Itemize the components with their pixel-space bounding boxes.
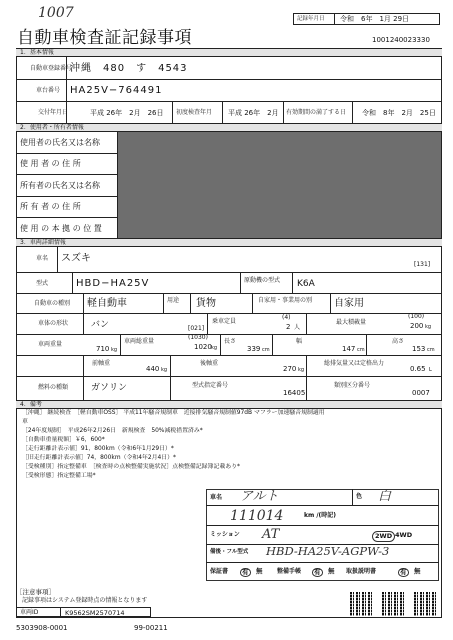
front-axle-value: 440 <box>146 365 160 373</box>
sticker-mission-value: AT <box>262 527 280 542</box>
notes-heading: ［注意事項］ <box>16 588 55 596</box>
max-load-paren: (100) <box>408 313 425 320</box>
expiry-value: 令和 8年 2月 25日 <box>362 109 436 117</box>
user-name-label: 使用者の氏名又は名称 <box>20 138 100 147</box>
sticker-maint-yes: 有 <box>314 568 321 576</box>
gross-weight-label: 車両総重量 <box>124 338 155 345</box>
width-value: 147 <box>342 345 356 353</box>
model-label: 型式 <box>36 280 49 287</box>
reg-number-label: 自動車登録番号 <box>30 65 73 72</box>
gross-weight-value: 1020 <box>194 343 212 351</box>
user-address-label: 使 用 者 の 住 所 <box>20 159 81 168</box>
remark-line: ［自動車重量税額］￥6，600* <box>22 437 105 443</box>
first-inspection-value: 平成 26年 2月 <box>228 109 279 117</box>
length-label: 長さ <box>224 338 237 345</box>
sticker-manual-no: 無 <box>414 567 421 575</box>
sticker-km-value: 111014 <box>230 508 284 524</box>
section-basic-info: 1．基本情報 <box>16 48 442 57</box>
qr-code <box>382 592 406 616</box>
issue-label: 交付年月日 <box>38 109 69 116</box>
sticker-name-label: 車名 <box>210 494 223 501</box>
capacity-label: 乗車定員 <box>212 318 237 325</box>
redacted-owner-area <box>118 132 441 238</box>
handwritten-number: 1007 <box>38 5 74 21</box>
max-load-unit: kg <box>425 324 432 330</box>
height-label: 高さ <box>392 338 405 345</box>
sticker-warranty-yes: 有 <box>242 568 249 576</box>
section-vehicle-detail: 3．車両詳細情報 <box>16 238 442 247</box>
vehicle-id-box <box>16 607 151 617</box>
max-load-label: 最大積載量 <box>336 319 367 326</box>
qr-code <box>350 592 374 616</box>
sticker-maint-no: 無 <box>328 567 335 575</box>
section-owner-info: 2．使用者・所有者情報 <box>16 123 442 132</box>
remark-line: ［沖縄］ 継続検査 ［軽自動車OSS］ 平成11年騒音規制車 近接排気騒音規制値97dB マフラー加速騒音規制適用 <box>22 410 325 416</box>
use-value: 貨物 <box>196 298 216 309</box>
maker-value: スズキ <box>61 253 91 264</box>
issue-date-label: 記録年月日 <box>297 16 325 22</box>
class-number-value: 0007 <box>412 389 430 397</box>
vehicle-id-value: K9562SM2570714 <box>65 609 125 617</box>
weight-label: 車両重量 <box>38 341 63 348</box>
kind-label: 自動車の種別 <box>34 300 71 307</box>
capacity-paren: (4) <box>282 314 291 321</box>
qr-code <box>414 592 438 616</box>
shape-label: 車体の形状 <box>38 320 69 327</box>
document-title: 自動車検査証記録事項 <box>17 28 192 48</box>
fuel-value: ガソリン <box>91 383 128 393</box>
fuel-label: 燃料の種類 <box>38 384 69 391</box>
displacement-label: 総排気量又は定格出力 <box>324 360 385 367</box>
sticker-model-value: HBD-HA25V-AGPW-3 <box>266 544 390 558</box>
width-unit: cm <box>357 347 365 353</box>
displacement-unit: L <box>429 367 432 373</box>
remark-line: ［旧走行距離計表示値］74，800km（令和4年2月4日）* <box>22 455 176 461</box>
sticker-maint-label: 整備手帳 <box>277 568 302 575</box>
gross-weight-paren: (1030) <box>188 334 208 341</box>
front-axle-unit: kg <box>161 367 168 373</box>
biz-value: 自家用 <box>334 298 364 309</box>
spec-number-label: 型式指定番号 <box>192 382 229 389</box>
sticker-warranty-label: 保証書 <box>210 568 229 575</box>
rear-axle-label: 後軸重 <box>200 360 219 367</box>
sticker-color-value: 白 <box>378 489 392 504</box>
shape-value: バン <box>91 320 110 330</box>
height-value: 153 <box>412 345 426 353</box>
section-remarks: 4．備考 <box>16 400 442 409</box>
biz-label: 自家用・事業用の別 <box>258 297 313 304</box>
sticker-name-value: アルト <box>240 489 279 504</box>
sticker-model-label: 備後・フル型式 <box>210 549 249 555</box>
front-axle-label: 前軸重 <box>92 360 111 367</box>
rear-axle-value: 270 <box>283 365 297 373</box>
weight-value: 710 <box>96 345 110 353</box>
issue-date-box <box>293 13 440 25</box>
base-location-label: 使 用 の 本 拠 の 位 置 <box>20 224 102 233</box>
sticker-4wd: 4WD <box>395 531 413 539</box>
spec-number-value: 16405 <box>283 389 306 397</box>
sticker-mission-label: ミッション <box>210 531 240 538</box>
sticker-manual-label: 取扱説明書 <box>346 568 377 575</box>
use-label: 用途 <box>167 297 180 304</box>
remark-line: ［走行距離計表示値］91，800km（令和6年1月29日）* <box>22 446 174 452</box>
length-value: 339 <box>247 345 261 353</box>
vin-label: 車台番号 <box>36 87 61 94</box>
maker-label: 車名 <box>36 255 49 262</box>
remark-line: 車 <box>22 419 28 425</box>
sticker-color-label: 色 <box>356 493 363 500</box>
weight-unit: kg <box>111 347 118 353</box>
displacement-value: 0.65 <box>410 365 426 373</box>
sticker-warranty-no: 無 <box>256 567 263 575</box>
length-unit: cm <box>262 347 270 353</box>
reg-number-value: 沖縄 480 す 4543 <box>70 63 188 74</box>
issue-value: 平成 26年 2月 26日 <box>90 109 164 117</box>
height-unit: cm <box>427 347 435 353</box>
remark-line: ［受検種別］指定整備車 ［検査時の点検整備実施状況］点検整備記録簿記載あり* <box>22 464 240 470</box>
max-load-value: 200 <box>410 322 424 330</box>
sticker-manual-yes: 有 <box>400 568 407 576</box>
footer-serial: 5303908-0001 <box>16 624 68 632</box>
capacity-value: 2 <box>286 323 291 331</box>
capacity-unit: 人 <box>294 324 301 331</box>
owner-name-label: 所有者の氏名又は名称 <box>20 181 100 190</box>
first-inspection-label: 初度検査年月 <box>176 109 213 116</box>
vin-value: HA25V−764491 <box>70 85 163 96</box>
maker-code: [131] <box>414 261 431 268</box>
model-value: HBD−HA25V <box>76 278 150 289</box>
footer-code: 99-00211 <box>134 624 168 632</box>
motor-value: K6A <box>297 279 315 289</box>
expiry-label: 有効期間の満了する日 <box>286 109 347 116</box>
class-number-label: 類別区分番号 <box>334 382 371 389</box>
shape-code: [021] <box>188 325 205 332</box>
remark-line: ［受検形態］指定整備工場* <box>22 473 96 479</box>
motor-label: 原動機の型式 <box>244 277 281 284</box>
width-label: 幅 <box>296 338 303 345</box>
kind-value: 軽自動車 <box>87 298 127 309</box>
notes-line: 記録事項はシステム登録時点の情報となります <box>22 597 148 604</box>
gross-weight-unit: kg <box>211 345 218 351</box>
document-number: 1001240023330 <box>372 36 430 44</box>
vehicle-id-label: 車両ID <box>20 609 39 616</box>
owner-address-label: 所 有 者 の 住 所 <box>20 202 81 211</box>
remark-line: ［24年度規制］ 平成26年2月26日 新規検査 50%減税措置済み* <box>22 428 203 434</box>
rear-axle-unit: kg <box>298 367 305 373</box>
sticker-2wd-circled: 2WD <box>372 531 395 542</box>
sticker-km-unit: km /(時記) <box>304 512 337 519</box>
issue-date-value: 令和 6年 1月 29日 <box>340 15 410 23</box>
